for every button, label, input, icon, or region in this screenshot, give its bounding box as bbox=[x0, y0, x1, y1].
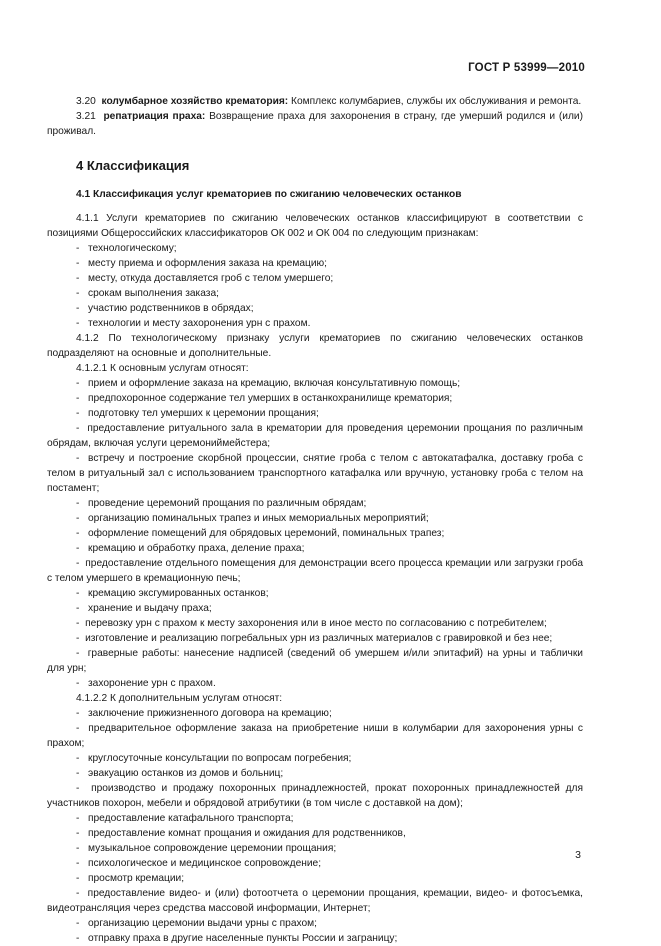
definition-number: 3.21 bbox=[76, 111, 96, 122]
list-item: - предпохоронное содержание тел умерших в останкохранилище крематория; bbox=[76, 393, 453, 404]
list-item: - просмотр кремации; bbox=[76, 873, 185, 884]
list-item: - производство и продажу похоронных принадлежностей, прокат похоронных принадлежностей для участников похорон, мебели и обрядовой атрибутики (в том числе с доставкой на дом); bbox=[47, 783, 583, 809]
list-item: - предварительное оформление заказа на приобретение ниши в колумбарии для захоронения урны с прахом; bbox=[47, 723, 583, 749]
list-item: - граверные работы: нанесение надписей (сведений об умершем и/или эпитафий) на урны и таблички для урн; bbox=[47, 648, 583, 674]
paragraph-4-1-2-2: 4.1.2.2 К дополнительным услугам относят: bbox=[76, 693, 283, 704]
list-item: - эвакуацию останков из домов и больниц; bbox=[76, 768, 284, 779]
list-item: - месту, откуда доставляется гроб с телом умершего; bbox=[76, 273, 334, 284]
list-item: - предоставление отдельного помещения для демонстрации всего процесса кремации или загрузки гроба с телом умершего в кремационную печь; bbox=[47, 558, 584, 584]
list-item: - предоставление ритуального зала в крематории для проведения церемонии прощания по различным обрядам, включая услуги церемониймейстера; bbox=[47, 423, 584, 449]
list-item: - кремацию и обработку праха, деление праха; bbox=[76, 543, 305, 554]
list-item: - технологическому; bbox=[76, 243, 177, 254]
definition-term: репатриация праха: bbox=[103, 111, 206, 122]
list-item: - заключение прижизненного договора на кремацию; bbox=[76, 708, 332, 719]
list-item: - участию родственников в обрядах; bbox=[76, 303, 254, 314]
definition-text: Возвращение праха для захоронения в страну, где умерший родился и (или) проживал. bbox=[47, 111, 584, 137]
paragraph-4-1-2: 4.1.2 По технологическому признаку услуги крематориев по сжиганию человеческих останков подразделяют на основные и дополнительные. bbox=[47, 333, 583, 359]
list-item: - круглосуточные консультации по вопросам погребения; bbox=[76, 753, 352, 764]
list-item: - психологическое и медицинское сопровождение; bbox=[76, 858, 322, 869]
list-item: - предоставление видео- и (или) фотоотчета о церемонии прощания, кремации, видео- и фотосъемка, видеотрансляция через средства массовой информации, Интернет; bbox=[47, 888, 583, 914]
definition-number: 3.20 bbox=[76, 96, 96, 107]
list-item: - подготовку тел умерших к церемонии прощания; bbox=[76, 408, 319, 419]
list-main-services bbox=[47, 376, 583, 691]
list-item: - предоставление комнат прощания и ожидания для родственников, bbox=[76, 828, 406, 839]
list-item: - предоставление катафального транспорта; bbox=[76, 813, 294, 824]
list-criteria bbox=[47, 241, 583, 331]
definition-text: Комплекс колумбариев, службы их обслуживания и ремонта. bbox=[291, 96, 582, 107]
list-item: - оформление помещений для обрядовых церемоний, поминальных трапез; bbox=[76, 528, 445, 539]
page-number: 3 bbox=[575, 849, 581, 861]
list-item: - организацию церемонии выдачи урны с прахом; bbox=[76, 918, 317, 929]
list-item: - изготовление и реализацию погребальных урн из различных материалов с гравировкой и без нее; bbox=[76, 633, 553, 644]
list-item: - хранение и выдачу праха; bbox=[76, 603, 212, 614]
definition-3-21 bbox=[47, 109, 583, 139]
document-body bbox=[47, 94, 583, 946]
list-item: - месту приема и оформления заказа на кремацию; bbox=[76, 258, 327, 269]
list-item: - встречу и построение скорбной процессии, снятие гроба с телом с автокатафалка, доставку гроба с телом в ритуальный зал с использованием транспортного катафалка или вручную, установку гроба с телом на постамент; bbox=[47, 453, 583, 494]
definition-3-20 bbox=[47, 94, 583, 109]
list-item: - прием и оформление заказа на кремацию, включая консультативную помощь; bbox=[76, 378, 461, 389]
list-item: - музыкальное сопровождение церемонии прощания; bbox=[76, 843, 337, 854]
list-item: - захоронение урн с прахом. bbox=[76, 678, 216, 689]
list-item: - кремацию эксгумированных останков; bbox=[76, 588, 269, 599]
list-additional-services bbox=[47, 706, 583, 946]
list-item: - отправку праха в другие населенные пункты России и заграницу; bbox=[76, 933, 398, 944]
list-item: - перевозку урн с прахом к месту захоронения или в иное место по согласованию с потребителем; bbox=[76, 618, 547, 629]
list-item: - срокам выполнения заказа; bbox=[76, 288, 219, 299]
list-item: - организацию поминальных трапез и иных мемориальных мероприятий; bbox=[76, 513, 429, 524]
list-item: - проведение церемоний прощания по различным обрядам; bbox=[76, 498, 367, 509]
document-header: ГОСТ Р 53999—2010 bbox=[468, 62, 585, 74]
list-item: - технологии и месту захоронения урн с прахом. bbox=[76, 318, 311, 329]
definition-term: колумбарное хозяйство крематория: bbox=[101, 96, 289, 107]
paragraph-4-1-1: 4.1.1 Услуги крематориев по сжиганию человеческих останков классифицируют в соответствии с позициями Общероссийских классификаторов ОК 002 и ОК 004 по следующим признакам: bbox=[47, 213, 583, 239]
paragraph-4-1-2-1: 4.1.2.1 К основным услугам относят: bbox=[76, 363, 249, 374]
subsection-title: 4.1 Классификация услуг крематориев по сжиганию человеческих останков bbox=[76, 189, 462, 200]
section-title: 4 Классификация bbox=[76, 158, 190, 173]
